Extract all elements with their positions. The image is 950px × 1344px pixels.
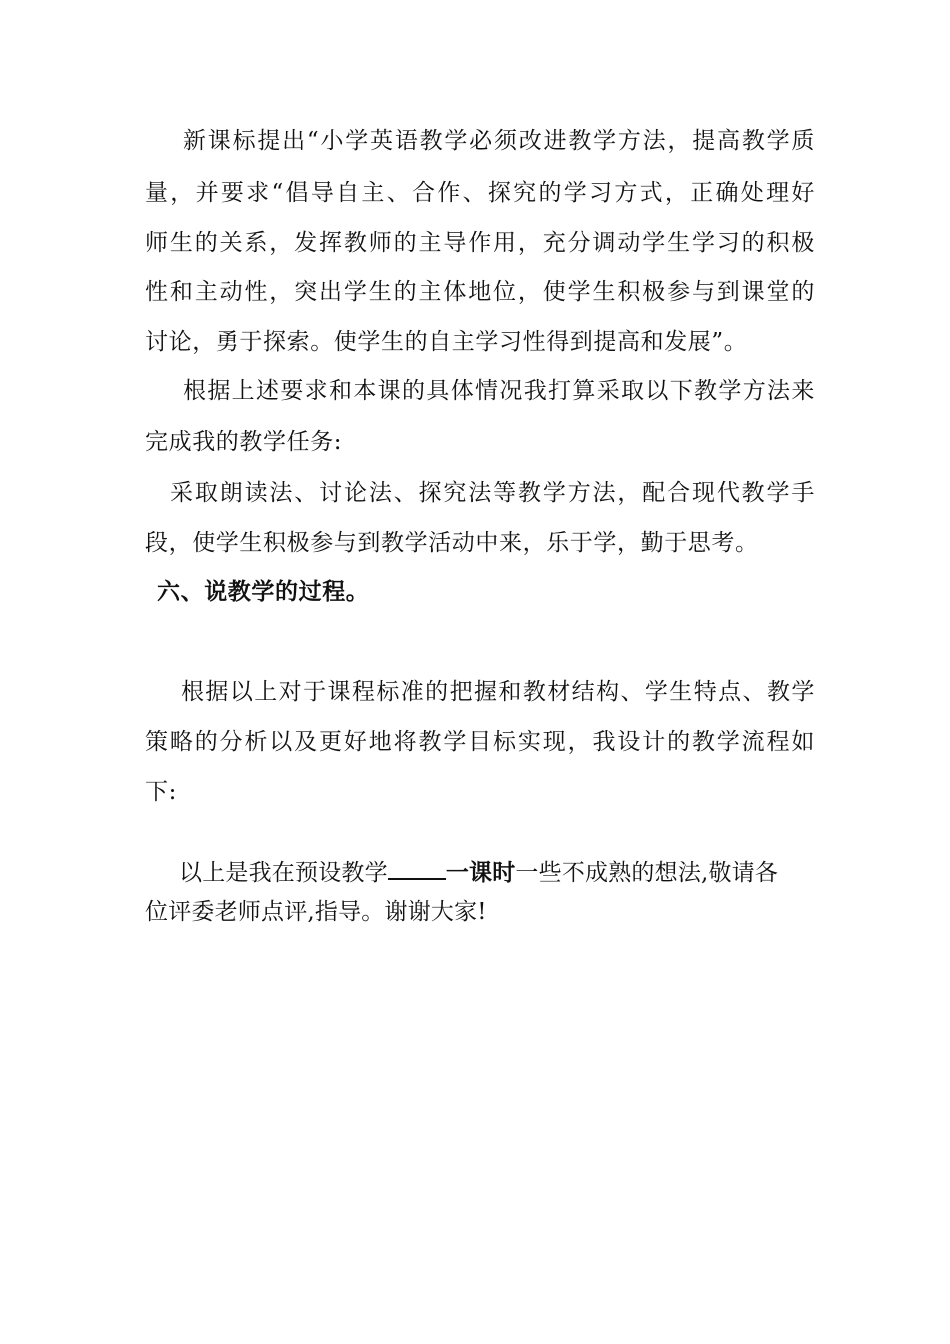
paragraph-2-line-1: 根据上述要求和本课的具体情况我打算采取以下教学方法来 xyxy=(183,378,815,404)
paragraph-1-line-5: 讨论，勇于探索。使学生的自主学习性得到提高和发展”。 xyxy=(145,329,748,355)
paragraph-2-line-2: 完成我的教学任务: xyxy=(145,429,343,455)
paragraph-4-line-1: 根据以上对于课程标准的把握和教材结构、学生特点、教学 xyxy=(181,679,815,705)
paragraph-1-line-2: 量，并要求“倡导自主、合作、探究的学习方式，正确处理好 xyxy=(145,180,815,206)
fill-in-blank xyxy=(388,858,446,880)
paragraph-4-line-3: 下: xyxy=(145,779,177,805)
paragraph-3-line-1: 采取朗读法、讨论法、探究法等教学方法，配合现代教学手 xyxy=(170,480,815,506)
closing-suffix: 一些不成熟的想法,敬请各 xyxy=(515,860,779,886)
paragraph-3-line-2: 段，使学生积极参与到教学活动中来，乐于学，勤于思考。 xyxy=(145,530,759,556)
paragraph-4-line-2: 策略的分析以及更好地将教学目标实现，我设计的教学流程如 xyxy=(145,729,815,755)
paragraph-5-line-2: 位评委老师点评,指导。谢谢大家! xyxy=(145,899,487,925)
section-heading: 六、说教学的过程。 xyxy=(157,578,370,605)
paragraph-5-line-1 xyxy=(179,858,819,887)
closing-bold-text: 一课时 xyxy=(445,859,516,886)
paragraph-1-line-3: 师生的关系，发挥教师的主导作用，充分调动学生学习的积极 xyxy=(145,230,815,256)
closing-prefix: 以上是我在预设教学 xyxy=(179,860,388,886)
paragraph-1-line-1: 新课标提出“小学英语教学必须改进教学方法，提高教学质 xyxy=(183,128,815,154)
paragraph-1-line-4: 性和主动性，突出学生的主体地位，使学生积极参与到课堂的 xyxy=(145,279,815,305)
